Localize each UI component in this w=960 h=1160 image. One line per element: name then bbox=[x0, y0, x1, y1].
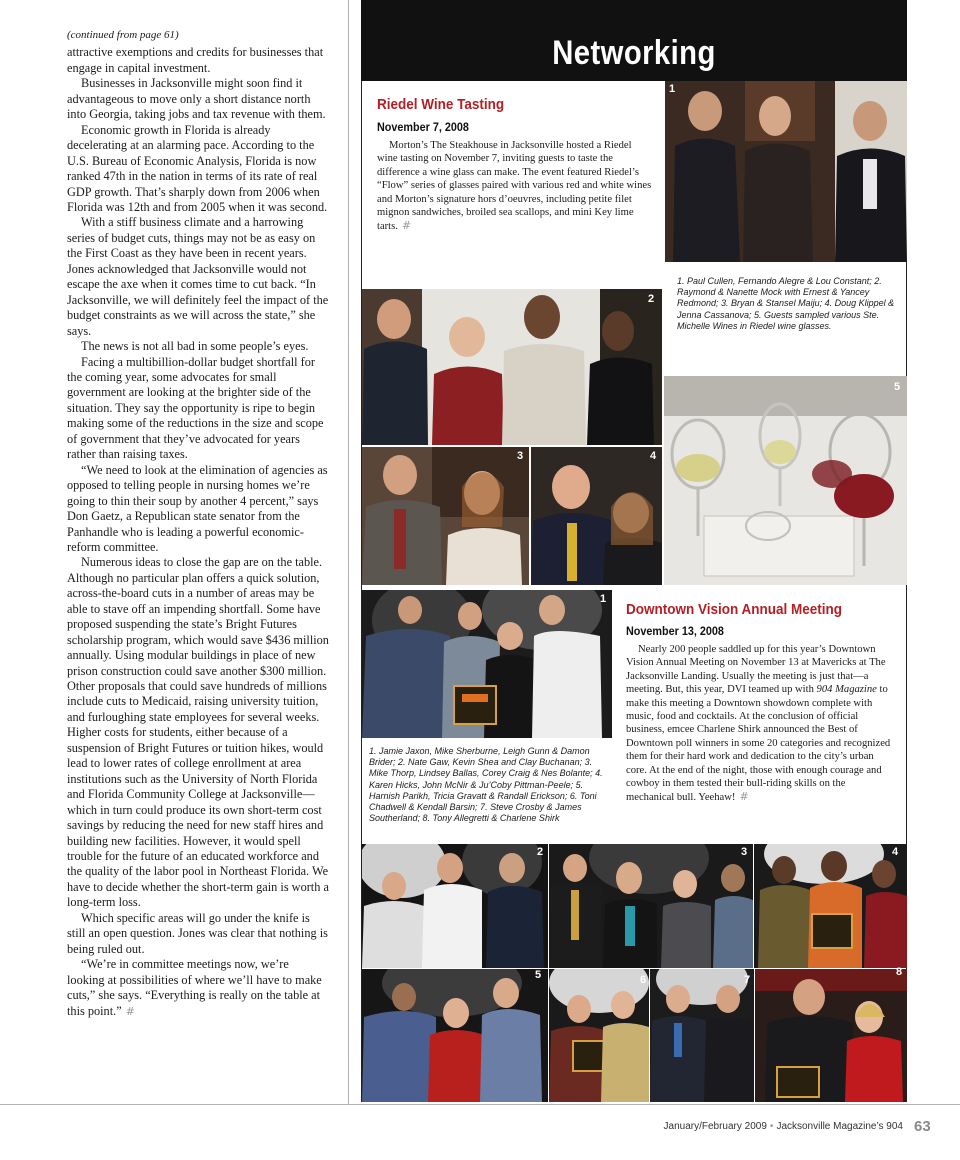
downtown-photo-5 bbox=[362, 969, 548, 1102]
riedel-photo-number-4: 4 bbox=[650, 450, 657, 462]
article-paragraph-last bbox=[67, 957, 329, 1019]
page-footer bbox=[664, 1121, 903, 1132]
continued-note: (continued from page 61) bbox=[67, 29, 179, 41]
downtown-photo-number-7: 7 bbox=[744, 974, 751, 986]
riedel-photo-1 bbox=[665, 81, 907, 262]
article-paragraph: “We need to look at the elimination of agencies as opposed to telling people in nursing homes we’re going to thin their soup by another 4 percent,” says Don Gaetz, a Republican state senator from the Panhandle who is leading a powerful economic-reform committee. bbox=[67, 462, 328, 554]
riedel-date: November 7, 2008 bbox=[377, 120, 469, 134]
page-number: 63 bbox=[914, 1118, 931, 1135]
photo-3-image bbox=[362, 447, 529, 585]
photo-5-image bbox=[664, 376, 907, 585]
magazine-name: Jacksonville Magazine’s 904 bbox=[776, 1121, 903, 1132]
article-paragraph: Facing a multibillion-dollar budget shortfall for the coming year, some advocates for small government are looking at the brighter side of the situation. They say the opportunity is ripe to begin making some of the reductions in the size and scope of government that they’ve advocated for years rather than raising taxes. bbox=[67, 354, 324, 462]
riedel-photo-5 bbox=[664, 376, 907, 585]
downtown-6-image bbox=[549, 969, 649, 1102]
downtown-body-magazine: 904 Magazine bbox=[816, 684, 877, 696]
end-mark: # bbox=[739, 790, 749, 804]
downtown-photo-7 bbox=[650, 969, 754, 1102]
downtown-photo-2 bbox=[362, 844, 548, 968]
riedel-photo-number-5: 5 bbox=[894, 381, 901, 393]
downtown-photo-number-1: 1 bbox=[600, 593, 607, 605]
downtown-1-image bbox=[362, 590, 612, 738]
photo-4-image bbox=[531, 447, 662, 585]
photo-2-image bbox=[362, 289, 662, 445]
downtown-photo-number-5: 5 bbox=[535, 969, 542, 981]
downtown-photo-4 bbox=[754, 844, 907, 968]
downtown-photo-number-2: 2 bbox=[537, 846, 544, 858]
end-mark: # bbox=[125, 1004, 135, 1018]
downtown-photo-number-6: 6 bbox=[640, 974, 647, 986]
downtown-photo-6 bbox=[549, 969, 649, 1102]
article-paragraph: Economic growth in Florida is already decelerating at an alarming pace. According to the U.S. Bureau of Economic Analysis, Florida is now ranked 47th in the nation in terms of its rate of real GDP growth. That’s sharply down from 2006 when Florida was 12th and from 2005 when it was second. bbox=[67, 122, 328, 214]
footer-rule bbox=[0, 1104, 960, 1105]
riedel-title: Riedel Wine Tasting bbox=[377, 96, 505, 113]
footer-separator: • bbox=[769, 1121, 774, 1132]
downtown-date: November 13, 2008 bbox=[626, 624, 724, 638]
downtown-body bbox=[626, 643, 896, 805]
downtown-3-image bbox=[549, 844, 753, 968]
riedel-photo-number-2: 2 bbox=[648, 293, 655, 305]
downtown-body-text-2: to make this meeting a Downtown showdown complete with music, food and cocktails. At the conclusion of official business, emcee Charlene Shirk announced the Best of Downtown poll winners in some 20 categories and recognized them for their hard work and dedication to the city’s urban core. At the end of the night, those with enough courage and cowboy in them tested their bull-riding skills on the mechanical bull. Yeehaw! bbox=[626, 684, 891, 804]
column-divider bbox=[348, 0, 349, 1104]
article-paragraph: The news is not all bad in some people’s eyes. bbox=[81, 339, 309, 354]
article-paragraph-text: “We’re in committee meetings now, we’re looking at possibilities of where we’ll have to make cuts,” she says. “Everything is really on the table at this point.” bbox=[67, 957, 322, 1018]
article-paragraph: With a stiff business climate and a harrowing series of budget cuts, things may not be as easy on the First Coast as they have been in recent years. Jones acknowledged that Jacksonville would not escape the axe when it comes time to cut back. “In Jacksonville, we will definitely feel the impact of the budget constraints as we will across the state,” she says. bbox=[67, 215, 329, 338]
article-column bbox=[67, 28, 329, 1019]
downtown-photo-number-8: 8 bbox=[896, 966, 903, 978]
photo-1-image bbox=[665, 81, 907, 262]
downtown-photo-number-3: 3 bbox=[741, 846, 748, 858]
end-mark: # bbox=[401, 219, 412, 233]
issue-date: January/February 2009 bbox=[663, 1121, 767, 1132]
downtown-8-image bbox=[755, 969, 907, 1102]
downtown-photo-8 bbox=[755, 969, 907, 1102]
riedel-body bbox=[377, 139, 653, 234]
downtown-photo-3 bbox=[549, 844, 753, 968]
downtown-body-text-1: Nearly 200 people saddled up for this year’s Downtown Vision Annual Meeting on November 13 at Mavericks at The Jacksonville Landing. Usually the meeting is just that—a meeting. But, this year, DVI teamed up with bbox=[626, 644, 886, 696]
downtown-photo-1 bbox=[362, 590, 612, 738]
downtown-5-image bbox=[362, 969, 548, 1102]
section-title: Networking bbox=[552, 34, 716, 72]
riedel-photo-number-1: 1 bbox=[669, 83, 676, 95]
article-paragraph: Which specific areas will go under the knife is still an open question. Jones was clear that nothing is being ruled out. bbox=[67, 910, 328, 956]
riedel-body-text: Morton’s The Steakhouse in Jacksonville hosted a Riedel wine tasting on November 7, inviting guests to taste the difference a wine glass can make. The event featured Riedel’s “Flow” series of glasses paired with various red and white wines and Morton’s signature hors d’oeuvres, including petite filet mignon sandwiches, broiled sea scallops, and mini Key lime tarts. bbox=[377, 140, 652, 233]
downtown-2-image bbox=[362, 844, 548, 968]
downtown-caption: 1. Jamie Jaxon, Mike Sherburne, Leigh Gunn & Damon Brider; 2. Nate Gaw, Kevin Shea and Clay Buchanan; 3. Mike Thorp, Lindsey Ballas, Corey Craig & Nes Bolante; 4. Karen Hicks, John McNir & Ju’Coby Pittman-Peele; 5. Harnish Parikh, Tricia Gravatt & Randall Erickson; 6. Toni Chadwell & Kendall Barsin; 7. Steve Crosby & James Southerland; 8. Tony Allegretti & Charlene Shirk bbox=[369, 746, 603, 824]
downtown-4-image bbox=[754, 844, 907, 968]
article-paragraph: Businesses in Jacksonville might soon find it advantageous to move only a short distance north into Georgia, taking jobs and tax revenue with them. bbox=[67, 76, 326, 122]
downtown-photo-number-4: 4 bbox=[892, 846, 899, 858]
riedel-photo-3 bbox=[362, 447, 529, 585]
riedel-caption: 1. Paul Cullen, Fernando Alegre & Lou Constant; 2. Raymond & Nanette Mock with Ernest & Yancey Redmond; 3. Bryan & Stansel Maiju; 4. Doug Klippel & Jenna Cassanova; 5. Guests sampled various Ste. Michelle Wines in Riedel wine glasses. bbox=[677, 276, 895, 331]
riedel-photo-number-3: 3 bbox=[517, 450, 524, 462]
downtown-7-image bbox=[650, 969, 754, 1102]
downtown-title: Downtown Vision Annual Meeting bbox=[626, 601, 842, 618]
article-paragraph: Numerous ideas to close the gap are on the table. Although no particular plan offers a quick solution, across-the-board cuts in a number of areas may be able to stave off an impending shortfall. Some have proposed suspending the state’s Bright Futures scholarship program, which would save $436 million annually. Using modular buildings in place of new prison construction could save another $300 million. Other proposals that could save hundreds of millions include cuts to Medicaid, raising university tuition, and furloughing state employees for several weeks. Higher costs for students, either because of a suspension of Bright Futures or tuition hikes, would lead to lower rates of college enrollment at area institutions such as the University of North Florida and Florida Community College at Jacksonville—which in turn could produce its own short-term cost savings by reducing the need for new staff hires and building new facilities. However, it would spell trouble for the future of an educated workforce and the quality of the labor pool in Northeast Florida. We have to decide whether the short-term gain is worth a long-term loss. bbox=[67, 555, 329, 910]
riedel-photo-2 bbox=[362, 289, 662, 445]
article-paragraph: attractive exemptions and credits for businesses that engage in capital investment. bbox=[67, 45, 324, 75]
riedel-photo-4 bbox=[531, 447, 662, 585]
